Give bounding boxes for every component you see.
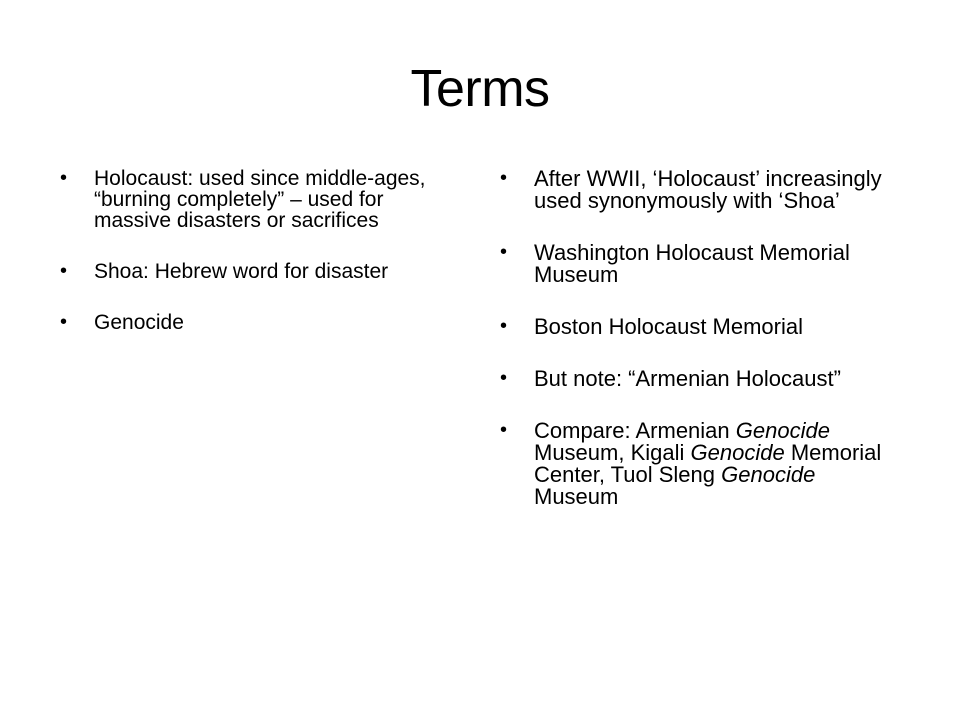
list-item-text: Genocide [94, 311, 184, 334]
bullet-icon: • [500, 241, 508, 263]
emphasis-text: Genocide [735, 418, 830, 443]
list-item [500, 368, 900, 390]
text-segment: Memorial Center, Tuol Sleng [534, 440, 882, 487]
list-item [500, 420, 900, 508]
left-bullet-list [60, 168, 455, 363]
list-item [500, 316, 900, 338]
list-item [500, 242, 900, 286]
bullet-icon: • [60, 311, 68, 333]
list-item [60, 261, 455, 282]
list-item-text [534, 418, 881, 509]
text-segment: Compare: Armenian [534, 418, 736, 443]
right-bullet-list [500, 168, 900, 538]
list-item [60, 312, 455, 333]
list-item-text: After WWII, ‘Holocaust’ increasingly used synonymously with ‘Shoa’ [534, 166, 882, 213]
text-segment: Museum, Kigali [534, 440, 691, 465]
bullet-icon: • [500, 167, 508, 189]
bullet-icon: • [500, 315, 508, 337]
list-item-text: Boston Holocaust Memorial [534, 314, 804, 339]
bullet-icon: • [500, 419, 508, 441]
emphasis-text: Genocide [690, 440, 785, 465]
list-item-text: But note: “Armenian Holocaust” [534, 366, 841, 391]
emphasis-text: Genocide [721, 462, 816, 487]
text-segment: Museum [534, 484, 619, 509]
list-item-text: Shoa: Hebrew word for disaster [94, 260, 389, 283]
slide-title: Terms [410, 60, 550, 118]
list-item-text: Holocaust: used since middle-ages, “burning completely” – used for massive disasters or sacrifices [94, 167, 426, 232]
bullet-icon: • [60, 260, 68, 282]
list-item [60, 168, 455, 231]
list-item-text: Washington Holocaust Memorial Museum [534, 240, 850, 287]
bullet-icon: • [500, 367, 508, 389]
list-item [500, 168, 900, 212]
bullet-icon: • [60, 167, 68, 189]
